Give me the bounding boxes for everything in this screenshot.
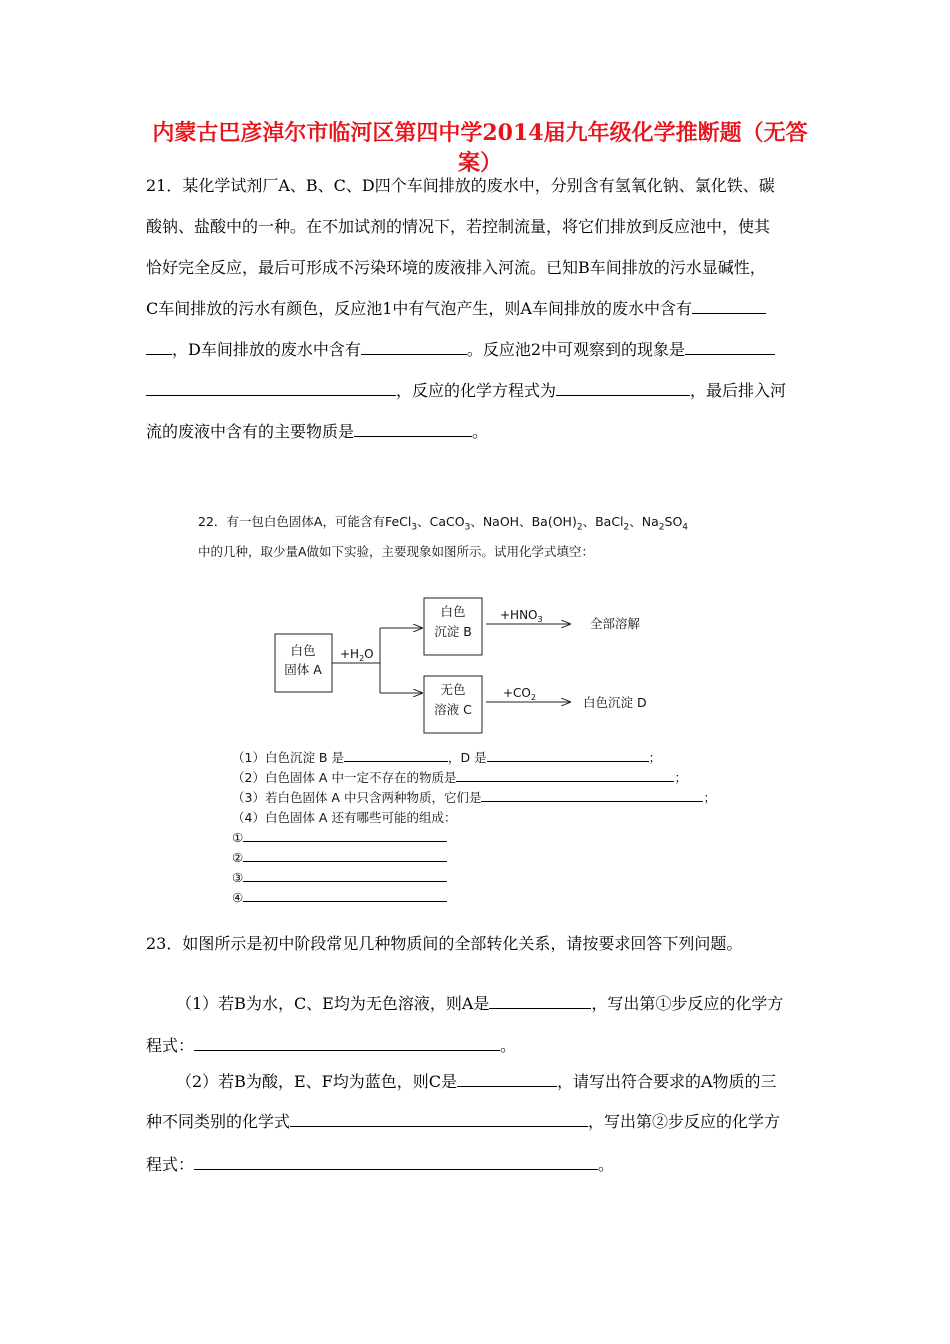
q23-p2-text-e: 程式： — [146, 1155, 195, 1174]
q22-sub-3-text-a: （3）若白色固体 A 中只含两种物质，它们是 — [232, 790, 482, 805]
result-all-dissolve: 全部溶解 — [590, 616, 641, 631]
q22-intro-line-2: 中的几种，取少量A做如下实验，主要现象如图所示。试用化学式填空： — [198, 543, 595, 559]
separator: 、 — [519, 514, 532, 529]
answer-blank[interactable] — [243, 869, 447, 882]
q21-line-4 — [146, 288, 814, 329]
separator: 、 — [470, 514, 483, 529]
q21-line-4-text: C车间排放的污水有颜色，反应池1中有气泡产生，则A车间排放的废水中含有 — [146, 299, 692, 318]
formula-baoh2: Ba(OH) — [531, 514, 577, 529]
q22-sub-1-text-b: ，D 是 — [447, 750, 487, 765]
answer-blank[interactable] — [146, 379, 396, 396]
q22-sub-2-text-b: ； — [674, 770, 687, 785]
q22-sub-1-text-c: ； — [648, 750, 662, 765]
q23-p2-text-f: 。 — [598, 1155, 615, 1174]
q21-line-5-text-a: ，D车间排放的废水中含有 — [172, 340, 361, 359]
subscript: 2 — [576, 522, 583, 533]
choice-marker: ② — [232, 850, 244, 865]
answer-blank[interactable] — [556, 379, 690, 396]
choice-marker: ④ — [232, 890, 244, 905]
q21-line-1: 21．某化学试剂厂A、B、C、D四个车间排放的废水中，分别含有氢氧化钠、氯化铁、碳 — [146, 176, 775, 195]
q22-flow-diagram — [260, 590, 680, 740]
answer-blank[interactable] — [685, 338, 775, 355]
answer-blank[interactable] — [243, 849, 447, 862]
box-solution-c-line-2: 溶液 C — [434, 702, 472, 717]
q23-part-2-line-2 — [146, 1110, 780, 1134]
q23-p2-text-c: 种不同类别的化学式 — [146, 1112, 291, 1131]
q21-line-6 — [146, 370, 814, 411]
q22-sub-2-text-a: （2）白色固体 A 中一定不存在的物质是 — [232, 770, 457, 785]
formula-naoh: NaOH — [482, 514, 520, 529]
answer-blank[interactable] — [361, 338, 467, 355]
answer-blank[interactable] — [243, 889, 447, 902]
q22-choice-1 — [232, 828, 447, 848]
choice-marker: ③ — [232, 870, 244, 885]
formula-na2so4-a: Na — [641, 514, 659, 529]
subscript: 4 — [682, 522, 689, 533]
q21-line-7-text: 流的废液中含有的主要物质是 — [146, 422, 355, 441]
question-22-intro — [198, 510, 758, 564]
q21-line-5-text-b: 。反应池2中可观察到的现象是 — [466, 340, 686, 359]
answer-blank[interactable] — [194, 1034, 500, 1051]
answer-blank[interactable] — [146, 338, 172, 355]
q21-line-6-text-b: ，最后排入河 — [690, 381, 787, 400]
q22-sub-3 — [232, 788, 716, 808]
subscript: 2 — [623, 522, 630, 533]
subscript: 2 — [658, 522, 665, 533]
box-precipitate-b-line-2: 沉淀 B — [434, 624, 472, 639]
q22-intro-line-1 — [198, 510, 758, 540]
q21-line-2: 酸钠、盐酸中的一种。在不加试剂的情况下，若控制流量，将它们排放到反应池中，使其 — [146, 217, 771, 236]
q22-sub-1-text-a: （1）白色沉淀 B 是 — [232, 750, 344, 765]
q22-choice-4 — [232, 888, 447, 908]
q22-sub-2 — [232, 768, 687, 788]
q23-p1-text-a: （1）若B为水，C、E均为无色溶液，则A是 — [176, 994, 490, 1013]
label-water: $+H_2O$ — [340, 647, 374, 663]
q21-end: 。 — [472, 422, 489, 441]
q23-p1-text-c: 程式： — [146, 1036, 195, 1055]
q23-part-1-line-1 — [176, 992, 783, 1016]
q23-intro: 23．如图所示是初中阶段常见几种物质间的全部转化关系，请按要求回答下列问题。 — [146, 934, 743, 953]
q23-p2-text-d: ，写出第②步反应的化学方 — [588, 1112, 781, 1131]
box-solid-a-line-2: 固体 A — [284, 662, 322, 677]
subscript: 3 — [464, 522, 471, 533]
box-precipitate-b-line-1: 白色 — [440, 604, 466, 619]
q23-p1-text-b: ，写出第①步反应的化学方 — [591, 994, 784, 1013]
subscript: 3 — [411, 522, 418, 533]
box-solid-a-line-1: 白色 — [290, 643, 316, 658]
answer-blank[interactable] — [487, 749, 649, 762]
formula-caco3: CaCO — [429, 514, 465, 529]
box-solution-c-line-1: 无色 — [440, 682, 466, 697]
answer-blank[interactable] — [344, 749, 448, 762]
formula-bacl2: BaCl — [595, 514, 624, 529]
answer-blank[interactable] — [194, 1153, 598, 1170]
q23-p2-text-a: （2）若B为酸，E、F均为蓝色，则C是 — [176, 1072, 457, 1091]
q21-line-3: 恰好完全反应，最后可形成不污染环境的废液排入河流。已知B车间排放的污水显碱性， — [146, 258, 766, 277]
answer-blank[interactable] — [481, 789, 703, 802]
formula-na2so4-b: SO — [664, 514, 683, 529]
q21-line-7 — [146, 411, 814, 452]
answer-blank[interactable] — [489, 992, 591, 1009]
q23-p2-text-b: ，请写出符合要求的A物质的三 — [556, 1072, 777, 1091]
separator: 、 — [582, 514, 596, 529]
choice-marker: ① — [232, 830, 244, 845]
q21-line-5 — [146, 329, 814, 370]
q21-line-6-text-a: ，反应的化学方程式为 — [396, 381, 557, 400]
q22-sub-4: （4）白色固体 A 还有哪些可能的组成： — [232, 810, 457, 825]
answer-blank[interactable] — [456, 769, 674, 782]
separator: 、 — [629, 514, 642, 529]
answer-blank[interactable] — [457, 1070, 557, 1087]
q23-p1-text-d: 。 — [500, 1036, 517, 1055]
question-21 — [146, 165, 814, 452]
answer-blank[interactable] — [354, 420, 472, 437]
q23-part-2-line-3 — [146, 1153, 614, 1177]
separator: 、 — [417, 514, 430, 529]
q23-part-1-line-2 — [146, 1034, 516, 1058]
answer-blank[interactable] — [290, 1110, 588, 1127]
q22-sub-1 — [232, 748, 661, 768]
q22-choice-2 — [232, 848, 447, 868]
label-hno3: $+HNO_3$ — [500, 608, 543, 624]
answer-blank[interactable] — [243, 829, 447, 842]
q22-sub-3-text-b: ； — [703, 790, 716, 805]
answer-blank[interactable] — [692, 297, 766, 314]
q22-choice-3 — [232, 868, 447, 888]
label-co2: $+CO_2$ — [503, 686, 536, 702]
page-title: 内蒙古巴彦淖尔市临河区第四中学2014届九年级化学推断题（无答案） — [152, 120, 808, 176]
result-white-precipitate-d: 白色沉淀 D — [583, 695, 647, 710]
q22-intro-text: 22．有一包白色固体A，可能含有FeCl — [198, 514, 412, 529]
q23-part-2-line-1 — [176, 1070, 777, 1094]
